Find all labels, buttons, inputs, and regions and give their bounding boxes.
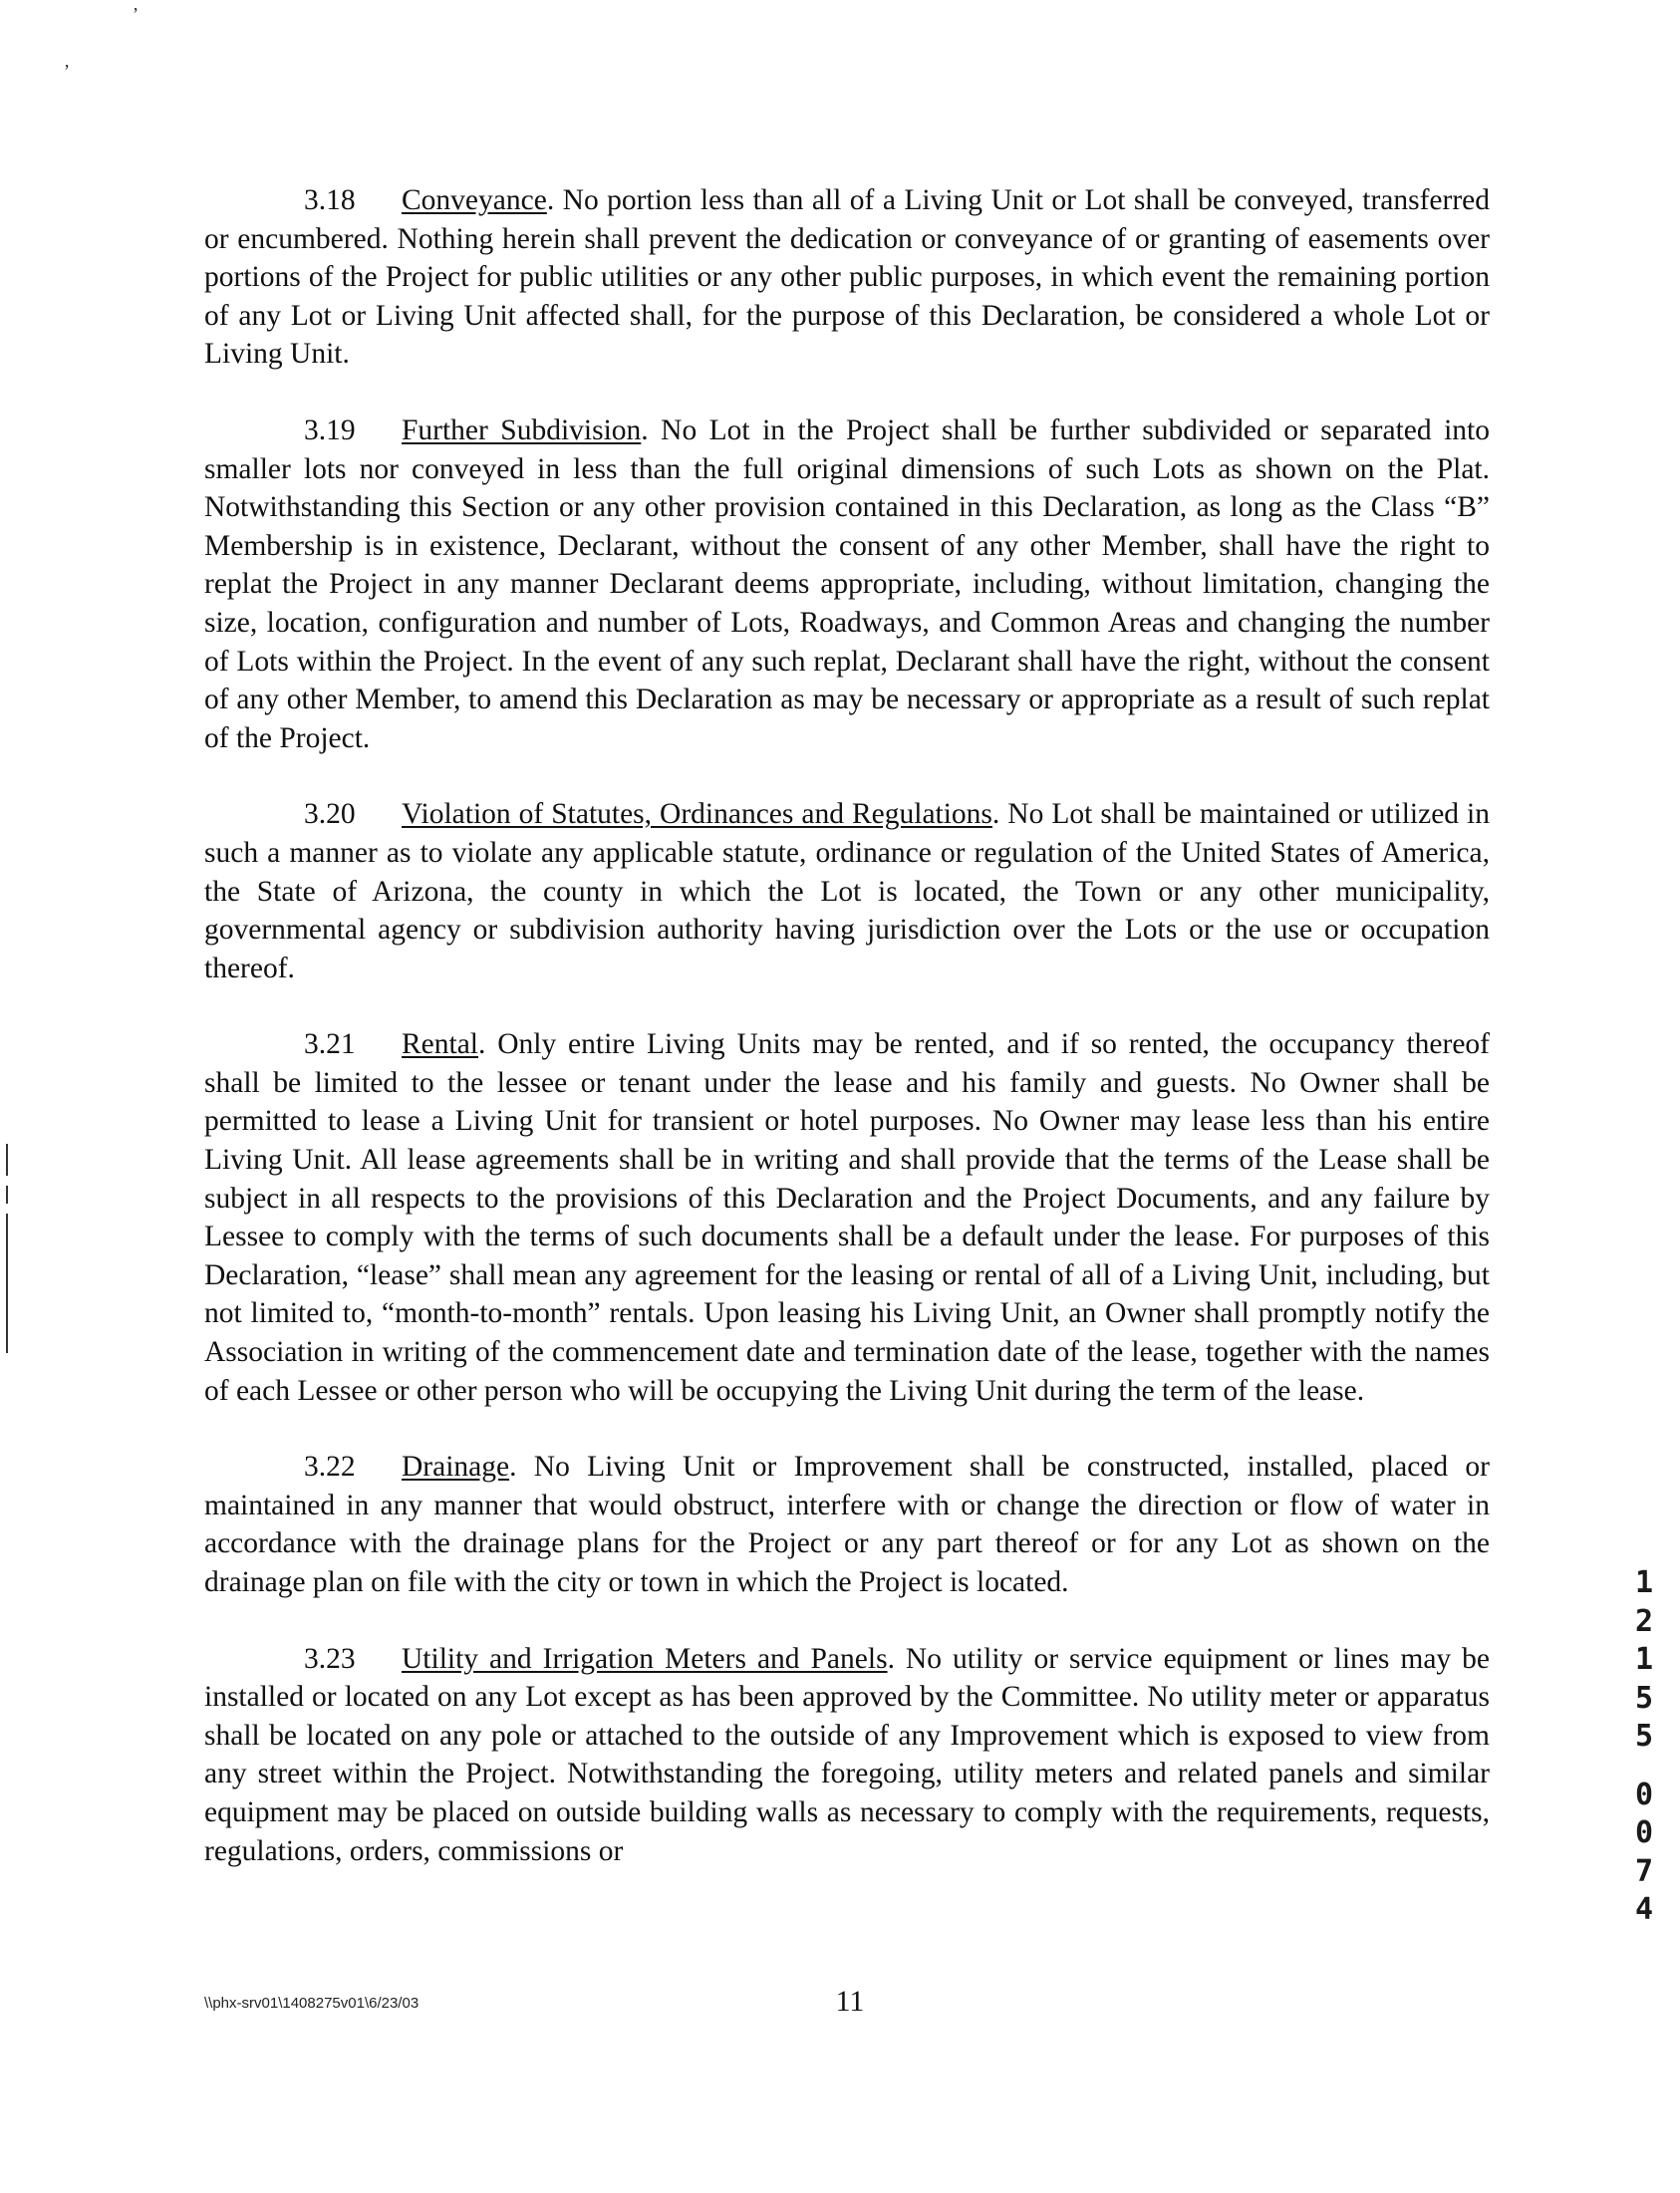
recording-digit: 2 xyxy=(1634,1603,1654,1639)
revision-margin-bars xyxy=(6,1144,8,1353)
document-body xyxy=(204,181,1490,1908)
section-3-19 xyxy=(204,411,1490,757)
section-3-20 xyxy=(204,795,1490,987)
section-text: . No utility or service equipment or lines may be installed or located on any Lot except as has been approved by the Committee. No utility meter or apparatus shall be located on any pole or attached to the outside of any Improvement which is exposed to view from any street within the Project. Notwithstanding the foregoing, utility meters and related panels and similar equipment may be placed on outside building walls as necessary to comply with the requirements, requests, regulations, orders, commissions or xyxy=(204,1642,1491,1867)
scan-speck-mark: ’ xyxy=(133,4,139,24)
recording-digit: 0 xyxy=(1634,1815,1654,1850)
section-text: . Only entire Living Units may be rented, and if so rented, the occupancy thereof shall be limited to the lessee or tenant under the lease and his family and guests. No Owner shall be permitted to lease a Living Unit for transient or hotel purposes. No Owner may lease less than his entire Living Unit. All lease agreements shall be in writing and shall provide that the terms of the Lease shall be subject in all respects to the provisions of this Declaration and the Project Documents, and any failure by Lessee to comply with the terms of such documents shall be a default under the lease. For purposes of this Declaration, “lease” shall mean any agreement for the leasing or rental of all of a Living Unit, including, but not limited to, “month-to-month” rentals. Upon leasing his Living Unit, an Owner shall promptly notify the Association in writing of the commencement date and termination date of the lease, together with the names of each Lessee or other person who will be occupying the Living Unit during the term of the lease. xyxy=(204,1028,1490,1407)
revision-bar xyxy=(6,1214,8,1353)
section-text: . No Lot in the Project shall be further subdivided or separated into smaller lots nor conveyed in less than the full original dimensions of such Lots as shown on the Plat. Notwithstanding this Section or any other provision contained in this Declaration, as long as the Class “B” Membership is in existence, Declarant, without the consent of any other Member, shall have the right to replat the Project in any manner Declarant deems appropriate, including, without limitation, changing the size, location, configuration and number of Lots, Roadways, and Common Areas and changing the number of Lots within the Project. In the event of any such replat, Declarant shall have the right, without the consent of any other Member, to amend this Declaration as may be necessary or appropriate as a result of such replat of the Project. xyxy=(204,413,1490,754)
recording-digit: 1 xyxy=(1634,1565,1654,1600)
revision-bar xyxy=(6,1186,8,1204)
recording-digit: 4 xyxy=(1634,1892,1654,1927)
section-number: 3.23 xyxy=(304,1642,356,1675)
revision-bar xyxy=(6,1144,8,1176)
section-heading: Drainage xyxy=(402,1451,510,1484)
section-heading: Further Subdivision xyxy=(402,413,642,446)
section-heading: Utility and Irrigation Meters and Panels xyxy=(402,1642,888,1675)
recording-digit: 0 xyxy=(1634,1777,1654,1812)
footer-document-path: \\phx-srv01\1408275v01\6/23/03 xyxy=(204,1995,420,2012)
section-text: . No Lot shall be maintained or utilized in such a manner as to violate any applicable statute, ordinance or regulation of the United States of America, the State of Arizona, the county in which the Lot is located, the Town or any other municipality, governmental agency or subdivision authority having jurisdiction over the Lots or the use or occupation thereof. xyxy=(204,798,1490,984)
section-number: 3.22 xyxy=(304,1451,356,1484)
section-3-23 xyxy=(204,1640,1490,1871)
section-text: . No Living Unit or Improvement shall be constructed, installed, placed or maintained in any manner that would obstruct, interfere with or change the direction or flow of water in accordance with the drainage plans for the Project or any part thereof or for any Lot as shown on the drainage plan on file with the city or town in which the Project is located. xyxy=(204,1451,1490,1598)
section-heading: Violation of Statutes, Ordinances and Regulations xyxy=(402,798,992,831)
scan-speck-mark: ‚ xyxy=(64,51,70,71)
recording-number xyxy=(1624,1564,1664,1930)
section-number: 3.20 xyxy=(304,798,356,831)
section-3-18 xyxy=(204,181,1490,374)
recording-digit: 1 xyxy=(1634,1642,1654,1677)
section-3-22 xyxy=(204,1448,1490,1601)
recording-digit: 7 xyxy=(1634,1853,1654,1889)
section-3-21 xyxy=(204,1025,1490,1410)
page-number: 11 xyxy=(835,1985,865,2018)
section-number: 3.19 xyxy=(304,413,356,446)
section-heading: Rental xyxy=(402,1028,479,1061)
recording-digit: 5 xyxy=(1634,1680,1654,1716)
section-text: . No portion less than all of a Living Unit or Lot shall be conveyed, transferred or encumbered. Nothing herein shall prevent the dedication or conveyance of or granting of easements over portions of the Project for public utilities or any other public purposes, in which event the remaining portion of any Lot or Living Unit affected shall, for the purpose of this Declaration, be considered a whole Lot or Living Unit. xyxy=(204,184,1490,371)
section-number: 3.21 xyxy=(304,1028,356,1061)
section-number: 3.18 xyxy=(304,184,356,216)
section-heading: Conveyance xyxy=(402,184,547,216)
recording-digit: 5 xyxy=(1634,1719,1654,1754)
